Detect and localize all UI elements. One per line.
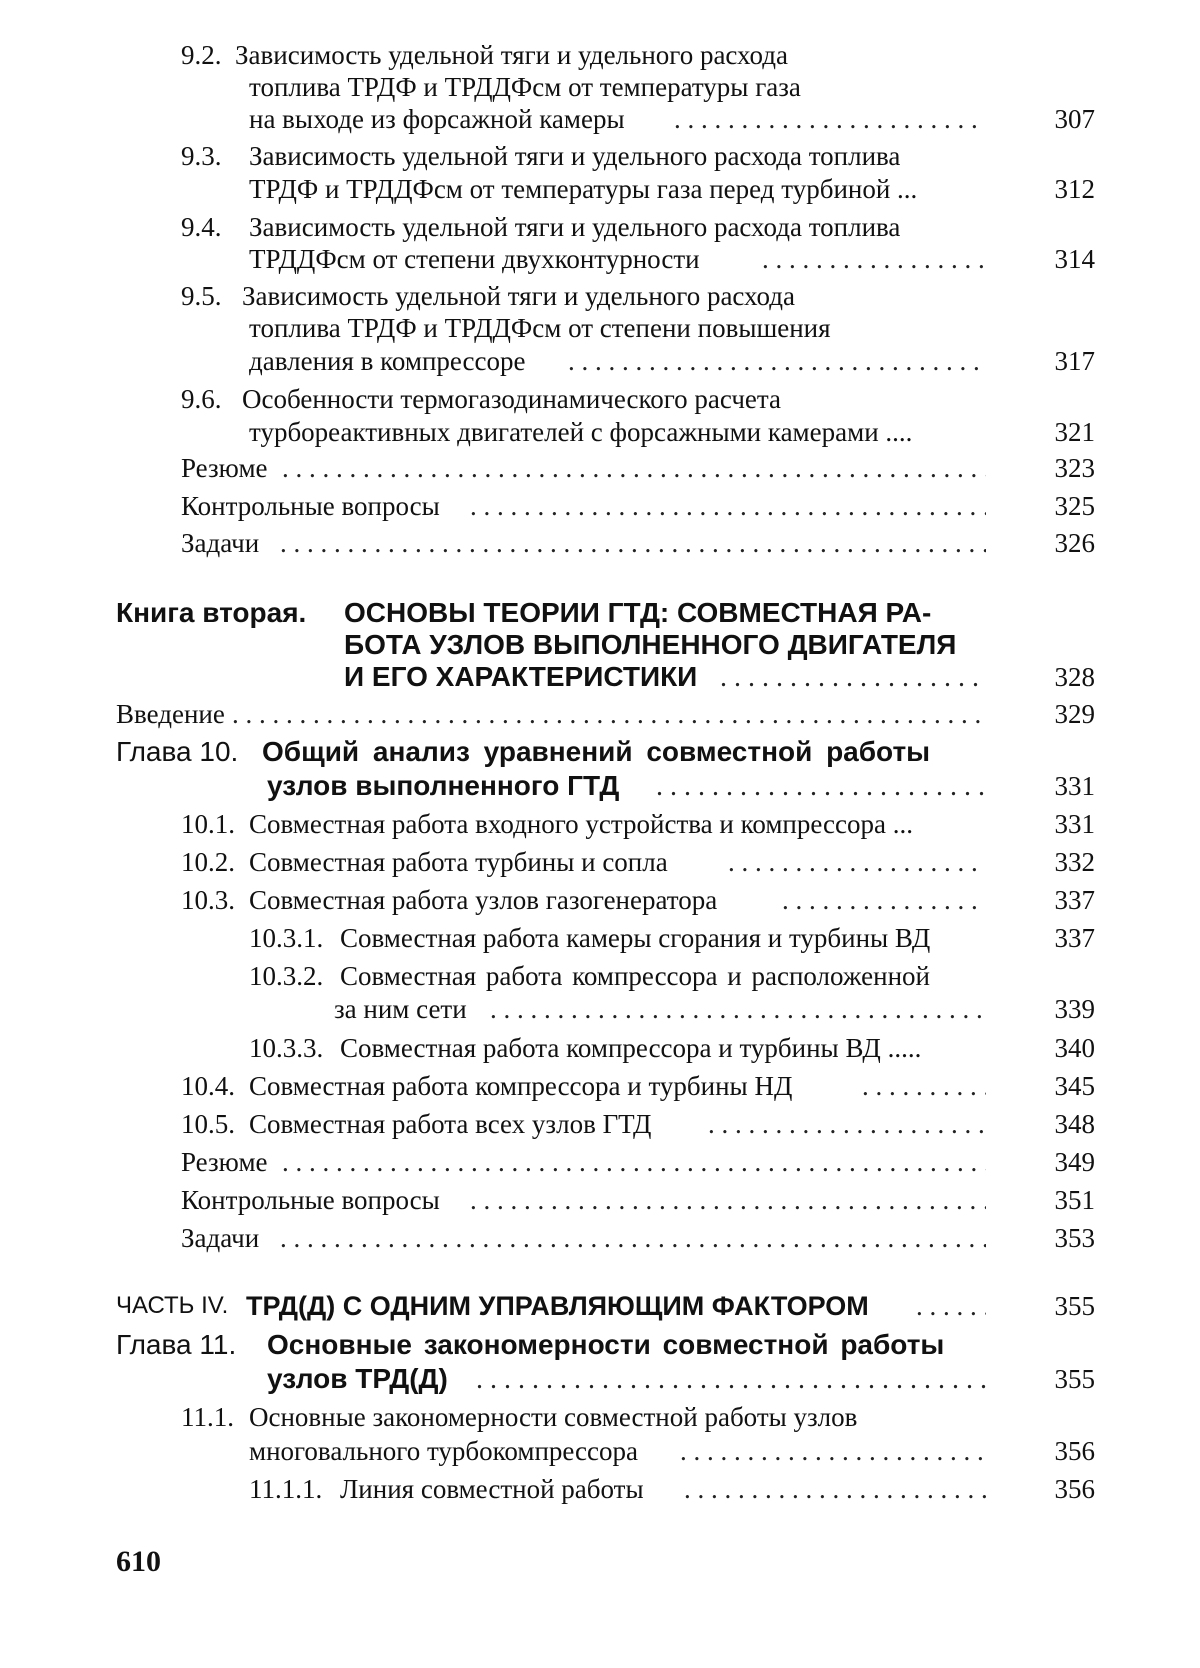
entry-number: 10.3.1.: [249, 923, 324, 953]
book-title-cont: БОТА УЗЛОВ ВЫПОЛНЕННОГО ДВИГАТЕЛЯ: [344, 629, 957, 660]
page-ref: 326: [1054, 528, 1095, 558]
dot-leader: [656, 769, 986, 803]
dot-leader: [568, 344, 986, 378]
dot-leader: [280, 1221, 986, 1255]
dot-leader: [916, 1289, 986, 1323]
page-ref: 356: [1054, 1436, 1095, 1466]
entry-number: 9.6.: [181, 384, 222, 414]
entry-title: Зависимость удельной тяги и удельного расхода: [242, 281, 795, 311]
entry-title: Задачи: [181, 1223, 260, 1253]
dot-leader: [282, 451, 986, 485]
entry-title-cont: топлива ТРДФ и ТРДДФсм от температуры газа: [249, 72, 801, 102]
entry-title: Совместная работа компрессора и расположенной: [340, 961, 930, 991]
page-ref: 345: [1054, 1071, 1095, 1101]
entry-title: Контрольные вопросы: [181, 1185, 440, 1215]
dot-leader: [782, 883, 986, 917]
page-ref: 349: [1054, 1147, 1095, 1177]
page-ref: 323: [1054, 453, 1095, 483]
entry-title-cont: за ним сети: [334, 994, 467, 1024]
entry-number: 9.2.: [181, 40, 222, 70]
dot-leader: [762, 242, 986, 276]
page-ref: 355: [1054, 1291, 1095, 1321]
entry-title: Зависимость удельной тяги и удельного расхода: [235, 40, 788, 70]
chapter-title: Общий анализ уравнений совместной работы: [262, 736, 931, 767]
entry-title: Контрольные вопросы: [181, 491, 440, 521]
entry-title-cont: многовального турбокомпрессора: [249, 1436, 638, 1466]
entry-number: 9.4.: [181, 212, 222, 242]
entry-title-cont: ТРДФ и ТРДДФсм от температуры газа перед турбиной ...: [249, 174, 918, 204]
entry-number: 10.1.: [181, 809, 235, 839]
chapter-prefix: Глава 11.: [116, 1329, 237, 1360]
page-ref: 353: [1054, 1223, 1095, 1253]
entry-title: Зависимость удельной тяги и удельного расхода топлива: [249, 141, 901, 171]
page-ref: 328: [1054, 662, 1095, 692]
page-ref: 317: [1054, 346, 1095, 376]
page-number: 610: [116, 1545, 161, 1578]
page-ref: 312: [1054, 174, 1095, 204]
chapter-title: Основные закономерности совместной работы: [267, 1329, 945, 1360]
dot-leader: [862, 1069, 986, 1103]
entry-number: 10.3.2.: [249, 961, 324, 991]
entry-title-cont: топлива ТРДФ и ТРДДФсм от степени повышения: [249, 313, 831, 343]
entry-title: Зависимость удельной тяги и удельного расхода топлива: [249, 212, 901, 242]
page-ref: 314: [1054, 244, 1095, 274]
entry-title: Совместная работа всех узлов ГТД: [249, 1109, 652, 1139]
entry-title: Резюме: [181, 453, 268, 483]
dot-leader: [720, 660, 986, 694]
entry-title: Резюме: [181, 1147, 268, 1177]
dot-leader: [476, 1362, 986, 1396]
entry-title-cont: давления в компрессоре: [249, 346, 526, 376]
entry-title: Линия совместной работы: [340, 1474, 644, 1504]
dot-leader: [490, 992, 986, 1026]
entry-title-cont: ТРДДФсм от степени двухконтурности: [249, 244, 700, 274]
page-ref: 339: [1054, 994, 1095, 1024]
dot-leader: [470, 489, 986, 523]
book-title-cont: И ЕГО ХАРАКТЕРИСТИКИ: [344, 661, 698, 692]
entry-number: 9.5.: [181, 281, 222, 311]
page-ref: 325: [1054, 491, 1095, 521]
dot-leader: [674, 102, 986, 136]
page-ref: 307: [1054, 104, 1095, 134]
page-ref: 331: [1054, 809, 1095, 839]
chapter-title-cont: узлов выполненного ГТД: [267, 770, 620, 801]
page-ref: 340: [1054, 1033, 1095, 1063]
entry-number: 10.3.3.: [249, 1033, 324, 1063]
dot-leader: [232, 697, 986, 731]
page-ref: 348: [1054, 1109, 1095, 1139]
dot-leader: [708, 1107, 986, 1141]
dot-leader: [684, 1472, 986, 1506]
page-ref: 337: [1054, 923, 1095, 953]
chapter-prefix: Глава 10.: [116, 736, 239, 767]
entry-number: 10.2.: [181, 847, 235, 877]
entry-title: Совместная работа турбины и сопла: [249, 847, 668, 877]
page-ref: 329: [1054, 699, 1095, 729]
entry-number: 11.1.: [181, 1402, 234, 1432]
dot-leader: [470, 1183, 986, 1217]
entry-number: 10.4.: [181, 1071, 235, 1101]
book-prefix: Книга вторая.: [116, 597, 307, 628]
entry-number: 10.3.: [181, 885, 235, 915]
page-ref: 356: [1054, 1474, 1095, 1504]
entry-title: Совместная работа узлов газогенератора: [249, 885, 718, 915]
entry-number: 9.3.: [181, 141, 222, 171]
dot-leader: [680, 1434, 986, 1468]
entry-title: Задачи: [181, 528, 260, 558]
entry-title-cont: турбореактивных двигателей с форсажными камерами ....: [249, 417, 913, 447]
entry-number: 10.5.: [181, 1109, 235, 1139]
page-ref: 321: [1054, 417, 1095, 447]
dot-leader: [280, 526, 986, 560]
entry-title: Основные закономерности совместной работы узлов: [249, 1402, 858, 1432]
page-ref: 332: [1054, 847, 1095, 877]
book-title: ОСНОВЫ ТЕОРИИ ГТД: СОВМЕСТНАЯ РА-: [344, 597, 932, 628]
entry-title: Особенности термогазодинамического расчета: [242, 384, 782, 414]
entry-title: Совместная работа компрессора и турбины ВД .....: [340, 1033, 922, 1063]
page-ref: 351: [1054, 1185, 1095, 1215]
part-prefix: ЧАСТЬ IV.: [116, 1292, 229, 1319]
dot-leader: [282, 1145, 986, 1179]
dot-leader: [728, 845, 986, 879]
entry-title-cont: на выходе из форсажной камеры: [249, 104, 625, 134]
entry-title: Введение: [116, 699, 225, 729]
part-title: ТРД(Д) С ОДНИМ УПРАВЛЯЮЩИМ ФАКТОРОМ: [246, 1291, 869, 1321]
page-ref: 331: [1054, 771, 1095, 801]
entry-title: Совместная работа камеры сгорания и турбины ВД: [340, 923, 931, 953]
entry-title: Совместная работа входного устройства и компрессора ...: [249, 809, 913, 839]
page-ref: 355: [1054, 1364, 1095, 1394]
page-ref: 337: [1054, 885, 1095, 915]
entry-number: 11.1.1.: [249, 1474, 323, 1504]
chapter-title-cont: узлов ТРД(Д): [267, 1363, 448, 1394]
entry-title: Совместная работа компрессора и турбины НД: [249, 1071, 793, 1101]
